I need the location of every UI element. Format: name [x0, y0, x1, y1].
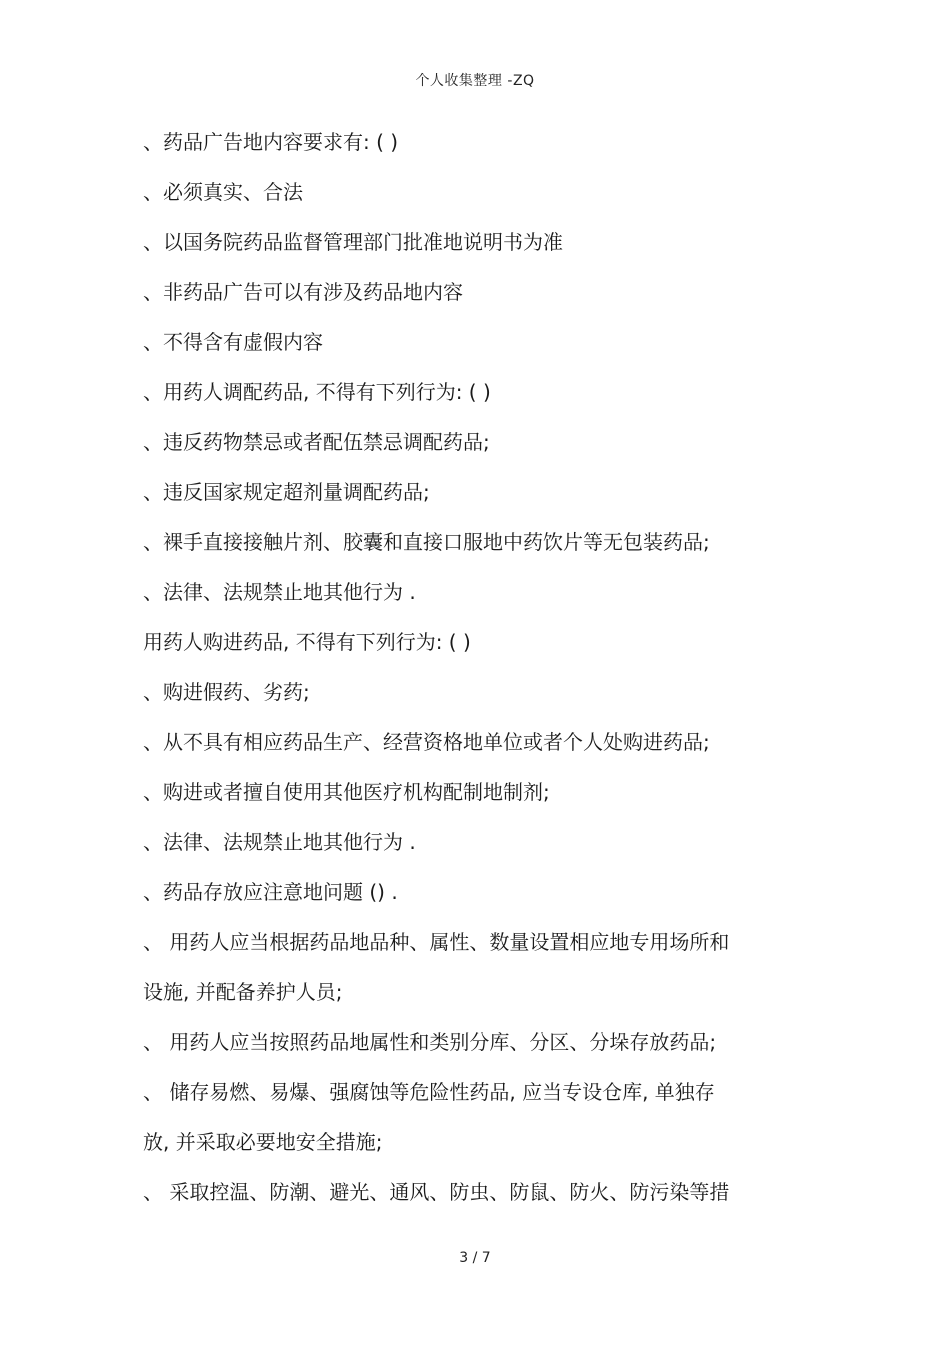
page-header: 个人收集整理 -ZQ — [415, 73, 535, 89]
text-line: 、必须真实、合法 — [143, 180, 303, 204]
text-line: 、 储存易燃、易爆、强腐蚀等危险性药品, 应当专设仓库, 单独存 — [143, 1080, 715, 1104]
text-line: 、从不具有相应药品生产、经营资格地单位或者个人处购进药品; — [143, 730, 710, 754]
text-line: 、 采取控温、防潮、避光、通风、防虫、防鼠、防火、防污染等措 — [143, 1180, 730, 1204]
text-line: 、购进假药、劣药; — [143, 680, 310, 704]
page-number: 3 / 7 — [459, 1250, 491, 1266]
text-line: 、用药人调配药品, 不得有下列行为: ( ) — [143, 380, 491, 404]
text-line: 用药人购进药品, 不得有下列行为: ( ) — [143, 630, 471, 654]
text-line: 、裸手直接接触片剂、胶囊和直接口服地中药饮片等无包装药品; — [143, 530, 710, 554]
text-line: 、非药品广告可以有涉及药品地内容 — [143, 280, 463, 304]
text-line: 、违反国家规定超剂量调配药品; — [143, 480, 430, 504]
text-line: 、法律、法规禁止地其他行为 . — [143, 580, 416, 604]
text-line: 、药品广告地内容要求有: ( ) — [143, 130, 399, 154]
text-line: 、法律、法规禁止地其他行为 . — [143, 830, 416, 854]
text-line: 、 用药人应当按照药品地属性和类别分库、分区、分垛存放药品; — [143, 1030, 717, 1054]
text-line: 、违反药物禁忌或者配伍禁忌调配药品; — [143, 430, 490, 454]
text-line: 设施, 并配备养护人员; — [143, 980, 343, 1004]
text-line: 放, 并采取必要地安全措施; — [143, 1130, 383, 1154]
text-line: 、以国务院药品监督管理部门批准地说明书为准 — [143, 230, 563, 254]
document-body — [143, 122, 783, 1222]
text-line: 、药品存放应注意地问题 () . — [143, 880, 398, 904]
text-line: 、 用药人应当根据药品地品种、属性、数量设置相应地专用场所和 — [143, 930, 730, 954]
text-line: 、不得含有虚假内容 — [143, 330, 323, 354]
text-line: 、购进或者擅自使用其他医疗机构配制地制剂; — [143, 780, 550, 804]
